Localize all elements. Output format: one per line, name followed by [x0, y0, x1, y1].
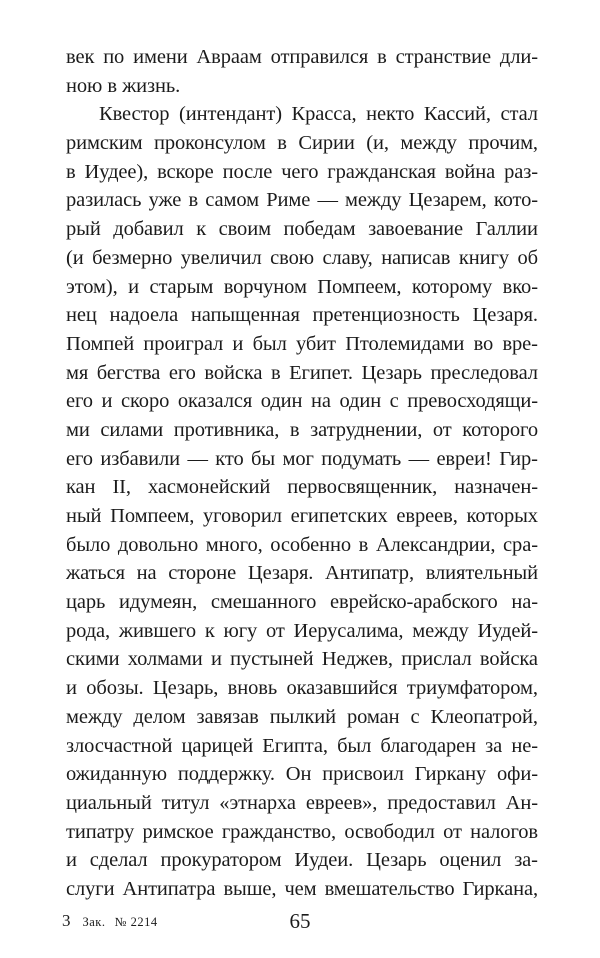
text-line: ною в жизнь.	[66, 74, 181, 97]
text-line: разилась уже в самом Риме — между Цезарем, кото-	[66, 189, 538, 212]
body-text-block	[66, 43, 538, 904]
text-line: злосчастной царицей Египта, был благодарен за не-	[66, 734, 538, 757]
text-line: слуги Антипатра выше, чем вмешательство Гиркана,	[66, 877, 538, 900]
text-line: ми силами противника, в затруднении, от которого	[66, 418, 538, 441]
text-line: мя бегства его войска в Египет. Цезарь преследовал	[66, 361, 538, 384]
text-line: рый добавил к своим победам завоевание Галлии	[66, 218, 538, 241]
text-line: ожиданную поддержку. Он присвоил Гиркану офи-	[66, 763, 538, 786]
signature-number: 3	[62, 911, 71, 930]
text-line: и обозы. Цезарь, вновь оказавшийся триумфатором,	[66, 677, 538, 700]
text-line: Квестор (интендант) Красса, некто Кассий, стал	[99, 103, 538, 126]
text-line: царь идумеян, смешанного еврейско-арабского на-	[66, 591, 538, 614]
text-line: в Иудее), вскоре после чего гражданская война раз-	[66, 160, 538, 183]
text-line: и сделал прокуратором Иудеи. Цезарь оценил за-	[66, 849, 538, 872]
text-line: Помпей проиграл и был убит Птолемидами во вре-	[66, 332, 538, 355]
text-line: рода, жившего к югу от Иерусалима, между Иудей-	[66, 619, 538, 642]
text-line: римским проконсулом в Сирии (и, между прочим,	[66, 132, 538, 155]
text-line: между делом завязав пылкий роман с Клеопатрой,	[66, 705, 538, 728]
text-line: было довольно много, особенно в Александрии, сра-	[66, 533, 538, 556]
text-line: ный Помпеем, уговорил египетских евреев, которых	[66, 505, 538, 527]
text-line: (и безмерно увеличил свою славу, написав книгу об	[66, 246, 538, 269]
text-line: нец надоела напыщенная претенциозность Цезаря.	[66, 304, 538, 327]
page-footer	[62, 909, 538, 935]
text-line: кан II, хасмонейский первосвященник, назначен-	[66, 476, 538, 499]
text-line: его избавили — кто бы мог подумать — евреи! Гир-	[66, 447, 538, 470]
text-line: циальный титул «этнарха евреев», предоставил Ан-	[66, 791, 538, 814]
order-label: Зак.	[82, 915, 106, 929]
text-line: скими холмами и пустыней Неджев, прислал войска	[66, 648, 538, 671]
order-number: № 2214	[114, 915, 158, 929]
page-number: 65	[289, 909, 311, 933]
text-line: век по имени Авраам отправился в странствие дли-	[66, 46, 538, 68]
text-line: этом), и старым ворчуном Помпеем, которому вко-	[66, 275, 538, 298]
text-line: его и скоро оказался один на один с превосходящи-	[66, 390, 538, 413]
text-line: типатру римское гражданство, освободил от налогов	[66, 820, 538, 843]
text-line: жаться на стороне Цезаря. Антипатр, влиятельный	[66, 562, 538, 585]
